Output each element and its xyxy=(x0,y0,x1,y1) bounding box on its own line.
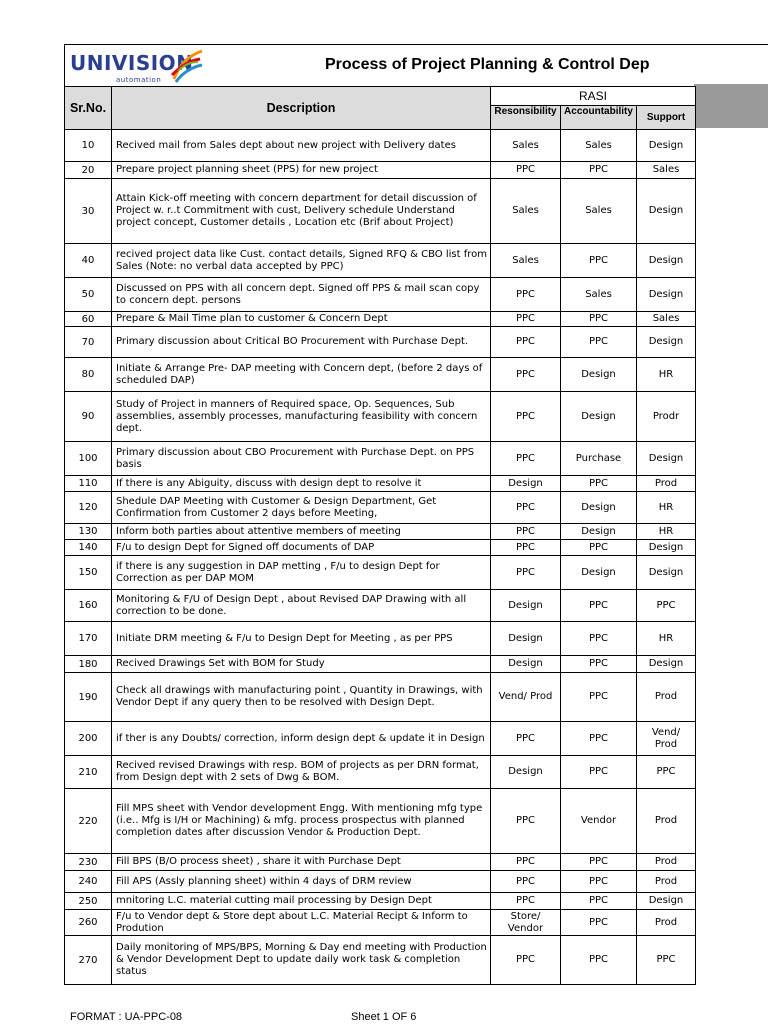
company-logo xyxy=(70,49,205,83)
row-description: Fill BPS (B/O process sheet) , share it with Purchase Dept xyxy=(112,854,491,871)
header-rasi: RASI xyxy=(491,87,696,106)
row-number: 80 xyxy=(65,358,112,392)
table-row xyxy=(65,656,696,673)
row-number: 270 xyxy=(65,936,112,985)
row-number: 70 xyxy=(65,327,112,358)
row-description: Recived mail from Sales dept about new project with Delivery dates xyxy=(112,130,491,162)
row-responsibility: PPC xyxy=(491,312,561,327)
row-responsibility: PPC xyxy=(491,524,561,540)
row-description: Recived Drawings Set with BOM for Study xyxy=(112,656,491,673)
row-support: Vend/ Prod xyxy=(637,722,696,756)
table-row xyxy=(65,556,696,590)
row-number: 90 xyxy=(65,392,112,442)
table-row xyxy=(65,327,696,358)
row-description: mnitoring L.C. material cutting mail processing by Design Dept xyxy=(112,893,491,910)
row-accountability: PPC xyxy=(561,722,637,756)
row-support: Design xyxy=(637,179,696,244)
row-number: 10 xyxy=(65,130,112,162)
row-description: Fill MPS sheet with Vendor development Engg. With mentioning mfg type (i.e.. Mfg is I/H or Machining) & mfg. process prospectus with planned completion dates after discussion Vendor & Production Dept. xyxy=(112,789,491,854)
row-description: F/u to design Dept for Signed off documents of DAP xyxy=(112,540,491,556)
row-support: Design xyxy=(637,442,696,476)
table-row xyxy=(65,312,696,327)
row-support: PPC xyxy=(637,756,696,789)
row-support: Prodr xyxy=(637,392,696,442)
row-responsibility: PPC xyxy=(491,893,561,910)
row-description: Prepare & Mail Time plan to customer & Concern Dept xyxy=(112,312,491,327)
row-support: PPC xyxy=(637,936,696,985)
row-responsibility: PPC xyxy=(491,540,561,556)
row-accountability: PPC xyxy=(561,854,637,871)
row-accountability: PPC xyxy=(561,312,637,327)
row-number: 110 xyxy=(65,476,112,492)
row-support: Prod xyxy=(637,673,696,722)
row-support: Design xyxy=(637,893,696,910)
row-accountability: PPC xyxy=(561,540,637,556)
row-number: 210 xyxy=(65,756,112,789)
row-description: recived project data like Cust. contact details, Signed RFQ & CBO list from Sales (Note: no verbal data accepted by PPC) xyxy=(112,244,491,278)
row-accountability: Design xyxy=(561,556,637,590)
row-number: 120 xyxy=(65,492,112,524)
table-row xyxy=(65,590,696,622)
row-support: Design xyxy=(637,540,696,556)
row-accountability: Sales xyxy=(561,130,637,162)
row-description: Check all drawings with manufacturing point , Quantity in Drawings, with Vendor Dept if any query then to be resolved with Design Dept. xyxy=(112,673,491,722)
row-accountability: PPC xyxy=(561,162,637,179)
table-row xyxy=(65,524,696,540)
row-description: Shedule DAP Meeting with Customer & Design Department, Get Confirmation from Customer 2 days before Meeting, xyxy=(112,492,491,524)
row-accountability: PPC xyxy=(561,656,637,673)
row-description: Study of Project in manners of Required space, Op. Sequences, Sub assemblies, assembly processes, manufacturing feasibility with concern dept. xyxy=(112,392,491,442)
row-support: HR xyxy=(637,492,696,524)
table-row xyxy=(65,442,696,476)
row-description: F/u to Vendor dept & Store dept about L.C. Material Recipt & Inform to Prodution xyxy=(112,910,491,936)
table-row xyxy=(65,476,696,492)
table-row xyxy=(65,893,696,910)
row-description: Initiate & Arrange Pre- DAP meeting with Concern dept, (before 2 days of scheduled DAP) xyxy=(112,358,491,392)
row-responsibility: PPC xyxy=(491,358,561,392)
row-number: 20 xyxy=(65,162,112,179)
row-number: 190 xyxy=(65,673,112,722)
row-accountability: Design xyxy=(561,524,637,540)
sheet-header xyxy=(64,44,768,86)
row-support: Design xyxy=(637,278,696,312)
row-responsibility: Design xyxy=(491,656,561,673)
row-number: 140 xyxy=(65,540,112,556)
row-description: if there is any suggestion in DAP metting , F/u to design Dept for Correction as per DAP MOM xyxy=(112,556,491,590)
row-accountability: PPC xyxy=(561,590,637,622)
row-accountability: Sales xyxy=(561,179,637,244)
row-responsibility: PPC xyxy=(491,854,561,871)
table-row xyxy=(65,540,696,556)
table-row xyxy=(65,179,696,244)
row-responsibility: Sales xyxy=(491,179,561,244)
row-support: Prod xyxy=(637,789,696,854)
row-support: Design xyxy=(637,130,696,162)
logo-wordmark: UNIVISION xyxy=(70,51,194,75)
row-accountability: PPC xyxy=(561,910,637,936)
page-title: Process of Project Planning & Control Dep xyxy=(325,56,650,73)
row-description: if ther is any Doubts/ correction, inform design dept & update it in Design xyxy=(112,722,491,756)
row-number: 180 xyxy=(65,656,112,673)
row-responsibility: PPC xyxy=(491,871,561,893)
row-description: Primary discussion about Critical BO Procurement with Purchase Dept. xyxy=(112,327,491,358)
table-row xyxy=(65,244,696,278)
row-number: 50 xyxy=(65,278,112,312)
row-responsibility: PPC xyxy=(491,556,561,590)
row-description: Fill APS (Assly planning sheet) within 4 days of DRM review xyxy=(112,871,491,893)
row-support: HR xyxy=(637,622,696,656)
row-responsibility: Design xyxy=(491,476,561,492)
row-responsibility: PPC xyxy=(491,789,561,854)
row-number: 170 xyxy=(65,622,112,656)
row-accountability: PPC xyxy=(561,673,637,722)
row-number: 100 xyxy=(65,442,112,476)
row-support: Sales xyxy=(637,312,696,327)
header-support: Support xyxy=(637,106,696,130)
row-description: Initiate DRM meeting & F/u to Design Dept for Meeting , as per PPS xyxy=(112,622,491,656)
row-description: Primary discussion about CBO Procurement with Purchase Dept. on PPS basis xyxy=(112,442,491,476)
row-number: 200 xyxy=(65,722,112,756)
row-description: Attain Kick-off meeting with concern department for detail discussion of Project w. r..t Commitment with cust, Delivery schedule Understand project concept, Customer details , Location etc (Brif about Project) xyxy=(112,179,491,244)
row-support: Prod xyxy=(637,910,696,936)
row-support: Design xyxy=(637,656,696,673)
row-responsibility: PPC xyxy=(491,492,561,524)
table-row xyxy=(65,854,696,871)
row-responsibility: Design xyxy=(491,756,561,789)
row-number: 40 xyxy=(65,244,112,278)
table-row xyxy=(65,130,696,162)
row-support: HR xyxy=(637,524,696,540)
row-support: PPC xyxy=(637,590,696,622)
row-accountability: PPC xyxy=(561,871,637,893)
table-body xyxy=(65,130,696,985)
row-support: Prod xyxy=(637,854,696,871)
row-accountability: Design xyxy=(561,492,637,524)
row-responsibility: Sales xyxy=(491,244,561,278)
row-accountability: PPC xyxy=(561,622,637,656)
row-support: Design xyxy=(637,327,696,358)
row-number: 60 xyxy=(65,312,112,327)
row-description: Monitoring & F/U of Design Dept , about Revised DAP Drawing with all correction to be done. xyxy=(112,590,491,622)
table-row xyxy=(65,936,696,985)
document-sheet xyxy=(64,44,768,985)
row-support: Prod xyxy=(637,476,696,492)
row-accountability: PPC xyxy=(561,244,637,278)
row-responsibility: Design xyxy=(491,622,561,656)
table-row xyxy=(65,673,696,722)
row-responsibility: PPC xyxy=(491,278,561,312)
row-accountability: Design xyxy=(561,358,637,392)
row-description: If there is any Abiguity, discuss with design dept to resolve it xyxy=(112,476,491,492)
row-number: 30 xyxy=(65,179,112,244)
row-support: Design xyxy=(637,244,696,278)
row-support: Design xyxy=(637,556,696,590)
logo-swoosh-icon xyxy=(168,49,204,83)
header-description: Description xyxy=(112,87,491,130)
row-support: HR xyxy=(637,358,696,392)
row-responsibility: PPC xyxy=(491,936,561,985)
row-number: 150 xyxy=(65,556,112,590)
row-responsibility: PPC xyxy=(491,327,561,358)
row-responsibility: Store/ Vendor xyxy=(491,910,561,936)
row-accountability: PPC xyxy=(561,893,637,910)
row-description: Discussed on PPS with all concern dept. Signed off PPS & mail scan copy to concern dept. persons xyxy=(112,278,491,312)
table-row xyxy=(65,392,696,442)
row-accountability: Design xyxy=(561,392,637,442)
table-row xyxy=(65,789,696,854)
table-row xyxy=(65,756,696,789)
footer-format: FORMAT : UA-PPC-08 xyxy=(70,1011,183,1023)
row-accountability: Vendor xyxy=(561,789,637,854)
row-description: Recived revised Drawings with resp. BOM of projects as per DRN format, from Design dept with 2 sets of Dwg & BOM. xyxy=(112,756,491,789)
row-description: Prepare project planning sheet (PPS) for new project xyxy=(112,162,491,179)
table-row xyxy=(65,622,696,656)
table-row xyxy=(65,871,696,893)
row-number: 260 xyxy=(65,910,112,936)
row-responsibility: PPC xyxy=(491,162,561,179)
row-number: 240 xyxy=(65,871,112,893)
table-row xyxy=(65,722,696,756)
row-accountability: PPC xyxy=(561,327,637,358)
row-support: Sales xyxy=(637,162,696,179)
row-responsibility: PPC xyxy=(491,392,561,442)
table-row xyxy=(65,910,696,936)
row-accountability: PPC xyxy=(561,476,637,492)
row-accountability: Sales xyxy=(561,278,637,312)
header-accountability: Accountability xyxy=(561,106,637,130)
row-responsibility: Sales xyxy=(491,130,561,162)
process-table xyxy=(64,86,696,985)
row-responsibility: PPC xyxy=(491,722,561,756)
table-row xyxy=(65,162,696,179)
footer-sheet: Sheet 1 OF 6 xyxy=(351,1011,417,1023)
row-accountability: Purchase xyxy=(561,442,637,476)
row-support: Prod xyxy=(637,871,696,893)
row-responsibility: Vend/ Prod xyxy=(491,673,561,722)
row-number: 160 xyxy=(65,590,112,622)
row-description: Daily monitoring of MPS/BPS, Morning & Day end meeting with Production & Vendor Development Dept to update daily work task & completion status xyxy=(112,936,491,985)
logo-subtitle: automation xyxy=(116,76,162,84)
header-responsibility: Resonsibility xyxy=(491,106,561,130)
row-accountability: PPC xyxy=(561,936,637,985)
header-srno: Sr.No. xyxy=(65,87,112,130)
table-row xyxy=(65,358,696,392)
table-row xyxy=(65,492,696,524)
row-number: 250 xyxy=(65,893,112,910)
row-responsibility: Design xyxy=(491,590,561,622)
row-accountability: PPC xyxy=(561,756,637,789)
row-number: 130 xyxy=(65,524,112,540)
table-row xyxy=(65,278,696,312)
row-description: Inform both parties about attentive members of meeting xyxy=(112,524,491,540)
row-number: 220 xyxy=(65,789,112,854)
row-number: 230 xyxy=(65,854,112,871)
row-responsibility: PPC xyxy=(491,442,561,476)
